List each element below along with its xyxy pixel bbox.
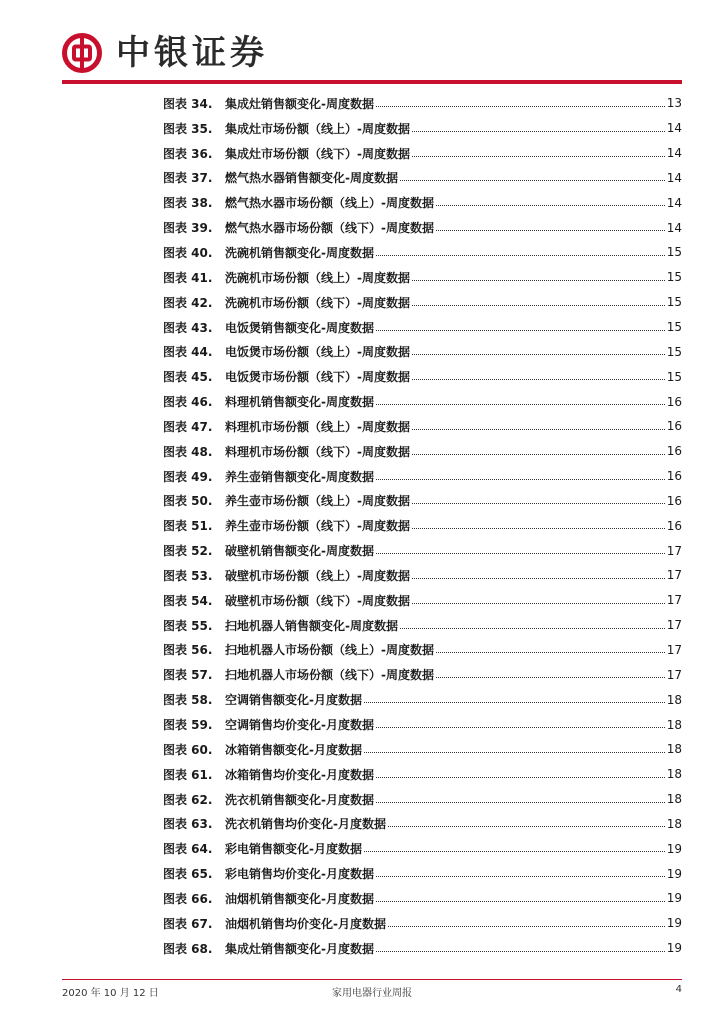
toc-entry-number: 图表 62. [163,792,213,807]
toc-entry-title: 电饭煲销售额变化-周度数据 [225,320,374,335]
toc-entry[interactable] [163,464,682,489]
toc-entry-number: 图表 44. [163,345,213,360]
toc-dot-leader [376,255,665,256]
toc-entry-page: 16 [666,394,682,409]
table-of-figures [163,91,682,961]
toc-entry[interactable] [163,811,682,836]
toc-entry-number: 图表 47. [163,419,213,434]
toc-dot-leader [376,553,665,554]
toc-entry-title: 燃气热水器市场份额（线上）-周度数据 [225,196,434,211]
toc-entry[interactable] [163,662,682,687]
toc-entry-number: 图表 39. [163,221,213,236]
toc-dot-leader [412,603,665,604]
footer-rule [62,979,682,980]
toc-dot-leader [400,180,665,181]
toc-entry-title: 彩电销售额变化-月度数据 [225,842,362,857]
toc-entry-page: 19 [666,941,682,956]
toc-entry-page: 18 [666,742,682,757]
toc-entry-number: 图表 45. [163,370,213,385]
toc-entry[interactable] [163,265,682,290]
toc-entry-title: 电饭煲市场份额（线下）-周度数据 [225,370,410,385]
toc-entry-title: 料理机市场份额（线上）-周度数据 [225,419,410,434]
toc-dot-leader [376,901,665,902]
toc-entry-title: 空调销售额变化-月度数据 [225,693,362,708]
toc-entry-title: 破壁机市场份额（线上）-周度数据 [225,568,410,583]
toc-dot-leader [412,454,665,455]
toc-dot-leader [388,926,665,927]
toc-dot-leader [364,851,665,852]
toc-entry-number: 图表 57. [163,668,213,683]
toc-entry[interactable] [163,315,682,340]
toc-entry[interactable] [163,538,682,563]
toc-entry-title: 破壁机市场份额（线下）-周度数据 [225,593,410,608]
toc-entry-title: 油烟机销售额变化-月度数据 [225,891,374,906]
toc-entry-number: 图表 53. [163,568,213,583]
toc-entry-number: 图表 55. [163,618,213,633]
toc-entry-page: 19 [666,916,682,931]
toc-entry[interactable] [163,190,682,215]
toc-dot-leader [376,802,665,803]
toc-entry[interactable] [163,141,682,166]
toc-entry[interactable] [163,737,682,762]
toc-entry-number: 图表 68. [163,941,213,956]
toc-entry[interactable] [163,513,682,538]
page-header [62,30,268,76]
toc-entry-number: 图表 37. [163,171,213,186]
toc-entry-title: 洗碗机市场份额（线上）-周度数据 [225,270,410,285]
page-number: 4 [675,984,682,995]
toc-entry[interactable] [163,712,682,737]
toc-dot-leader [376,330,665,331]
toc-dot-leader [364,702,665,703]
toc-dot-leader [412,578,665,579]
page-footer [62,984,682,999]
toc-entry-number: 图表 66. [163,891,213,906]
toc-dot-leader [436,652,665,653]
toc-entry-number: 图表 49. [163,469,213,484]
toc-entry-title: 油烟机销售均价变化-月度数据 [225,916,386,931]
toc-dot-leader [376,951,665,952]
toc-dot-leader [376,479,665,480]
toc-entry-page: 17 [666,642,682,657]
toc-entry-number: 图表 35. [163,121,213,136]
toc-entry-page: 19 [666,866,682,881]
toc-entry[interactable] [163,836,682,861]
toc-entry-number: 图表 43. [163,320,213,335]
toc-entry[interactable] [163,861,682,886]
toc-entry-page: 16 [666,419,682,434]
toc-entry-title: 扫地机器人市场份额（线上）-周度数据 [225,643,434,658]
toc-entry[interactable] [163,240,682,265]
toc-entry-number: 图表 51. [163,519,213,534]
toc-entry-number: 图表 64. [163,842,213,857]
toc-entry[interactable] [163,762,682,787]
toc-entry-number: 图表 46. [163,395,213,410]
toc-entry[interactable] [163,339,682,364]
toc-dot-leader [376,106,665,107]
toc-entry-page: 19 [666,891,682,906]
toc-dot-leader [412,379,665,380]
toc-dot-leader [376,727,665,728]
toc-entry-number: 图表 48. [163,444,213,459]
toc-entry-number: 图表 60. [163,742,213,757]
toc-entry-number: 图表 50. [163,494,213,509]
toc-entry-page: 16 [666,493,682,508]
toc-entry-number: 图表 67. [163,916,213,931]
toc-entry-title: 冰箱销售额变化-月度数据 [225,742,362,757]
toc-entry-page: 15 [666,295,682,310]
toc-entry-title: 料理机销售额变化-周度数据 [225,395,374,410]
toc-dot-leader [436,230,665,231]
toc-entry-title: 破壁机销售额变化-周度数据 [225,544,374,559]
toc-dot-leader [376,876,665,877]
toc-entry-number: 图表 63. [163,817,213,832]
toc-entry-title: 燃气热水器市场份额（线下）-周度数据 [225,221,434,236]
toc-entry-title: 料理机市场份额（线下）-周度数据 [225,444,410,459]
toc-entry[interactable] [163,489,682,514]
toc-entry-page: 14 [666,220,682,235]
toc-entry-title: 燃气热水器销售额变化-周度数据 [225,171,398,186]
toc-entry[interactable] [163,414,682,439]
toc-entry-title: 洗衣机销售额变化-月度数据 [225,792,374,807]
toc-dot-leader [436,677,665,678]
header-rule [62,80,682,84]
toc-entry-title: 洗碗机销售额变化-周度数据 [225,245,374,260]
toc-entry-title: 扫地机器人销售额变化-周度数据 [225,618,398,633]
toc-entry-number: 图表 59. [163,718,213,733]
toc-dot-leader [364,752,665,753]
toc-entry-title: 彩电销售均价变化-月度数据 [225,867,374,882]
toc-dot-leader [376,777,665,778]
toc-dot-leader [412,280,665,281]
toc-entry-page: 18 [666,767,682,782]
toc-entry[interactable] [163,116,682,141]
toc-entry-number: 图表 52. [163,544,213,559]
toc-entry[interactable] [163,638,682,663]
toc-entry-number: 图表 56. [163,643,213,658]
toc-entry-number: 图表 54. [163,593,213,608]
toc-entry[interactable] [163,787,682,812]
toc-entry-page: 15 [666,270,682,285]
brand-name: 中银证券 [116,33,268,73]
toc-entry-number: 图表 36. [163,146,213,161]
toc-entry-title: 养生壶市场份额（线上）-周度数据 [225,494,410,509]
toc-entry-page: 14 [666,146,682,161]
toc-dot-leader [412,305,665,306]
toc-entry-title: 养生壶市场份额（线下）-周度数据 [225,519,410,534]
toc-entry[interactable] [163,389,682,414]
toc-entry[interactable] [163,563,682,588]
report-date: 2020 年 10 月 12 日 [62,988,159,999]
toc-entry-page: 16 [666,469,682,484]
toc-entry-title: 集成灶市场份额（线下）-周度数据 [225,146,410,161]
toc-entry-title: 养生壶销售额变化-周度数据 [225,469,374,484]
toc-dot-leader [412,429,665,430]
toc-dot-leader [412,156,665,157]
toc-entry[interactable] [163,911,682,936]
toc-entry-page: 18 [666,717,682,732]
toc-entry-page: 17 [666,568,682,583]
toc-entry-page: 14 [666,121,682,136]
toc-entry-number: 图表 65. [163,867,213,882]
toc-entry-number: 图表 41. [163,270,213,285]
toc-entry[interactable] [163,613,682,638]
toc-entry[interactable] [163,215,682,240]
toc-entry[interactable] [163,687,682,712]
toc-entry[interactable] [163,290,682,315]
toc-dot-leader [412,354,665,355]
toc-entry-page: 18 [666,692,682,707]
toc-entry-title: 电饭煲市场份额（线上）-周度数据 [225,345,410,360]
toc-entry-page: 15 [666,245,682,260]
toc-dot-leader [376,404,665,405]
toc-entry-number: 图表 34. [163,96,213,111]
toc-entry-number: 图表 38. [163,196,213,211]
toc-entry-page: 14 [666,195,682,210]
toc-entry[interactable] [163,91,682,116]
toc-entry-title: 洗衣机销售均价变化-月度数据 [225,817,386,832]
toc-entry-page: 15 [666,344,682,359]
toc-entry-number: 图表 61. [163,767,213,782]
toc-entry-number: 图表 42. [163,295,213,310]
toc-entry[interactable] [163,588,682,613]
toc-entry-page: 15 [666,320,682,335]
toc-entry[interactable] [163,886,682,911]
toc-entry-page: 13 [666,96,682,111]
toc-entry-page: 14 [666,170,682,185]
toc-entry[interactable] [163,936,682,961]
report-title: 家用电器行业周报 [332,988,412,999]
toc-dot-leader [412,503,665,504]
toc-entry[interactable] [163,166,682,191]
toc-entry-title: 集成灶销售额变化-月度数据 [225,941,374,956]
toc-entry-page: 17 [666,667,682,682]
toc-entry-title: 洗碗机市场份额（线下）-周度数据 [225,295,410,310]
toc-entry-page: 18 [666,792,682,807]
toc-entry-title: 冰箱销售均价变化-月度数据 [225,767,374,782]
toc-entry-page: 16 [666,444,682,459]
toc-entry-page: 15 [666,369,682,384]
toc-entry-page: 16 [666,518,682,533]
toc-entry-number: 图表 40. [163,245,213,260]
toc-entry-title: 集成灶销售额变化-周度数据 [225,96,374,111]
toc-dot-leader [400,628,665,629]
toc-entry-title: 空调销售均价变化-月度数据 [225,718,374,733]
toc-dot-leader [388,826,665,827]
toc-entry-page: 17 [666,543,682,558]
toc-entry-page: 18 [666,816,682,831]
toc-entry-page: 17 [666,618,682,633]
toc-entry-page: 19 [666,841,682,856]
toc-entry-title: 集成灶市场份额（线上）-周度数据 [225,121,410,136]
toc-entry-number: 图表 58. [163,693,213,708]
toc-entry[interactable] [163,439,682,464]
toc-entry-title: 扫地机器人市场份额（线下）-周度数据 [225,668,434,683]
toc-dot-leader [436,205,665,206]
toc-dot-leader [412,528,665,529]
toc-entry-page: 17 [666,593,682,608]
bank-of-china-logo-icon [62,33,102,73]
toc-dot-leader [412,131,665,132]
toc-entry[interactable] [163,364,682,389]
